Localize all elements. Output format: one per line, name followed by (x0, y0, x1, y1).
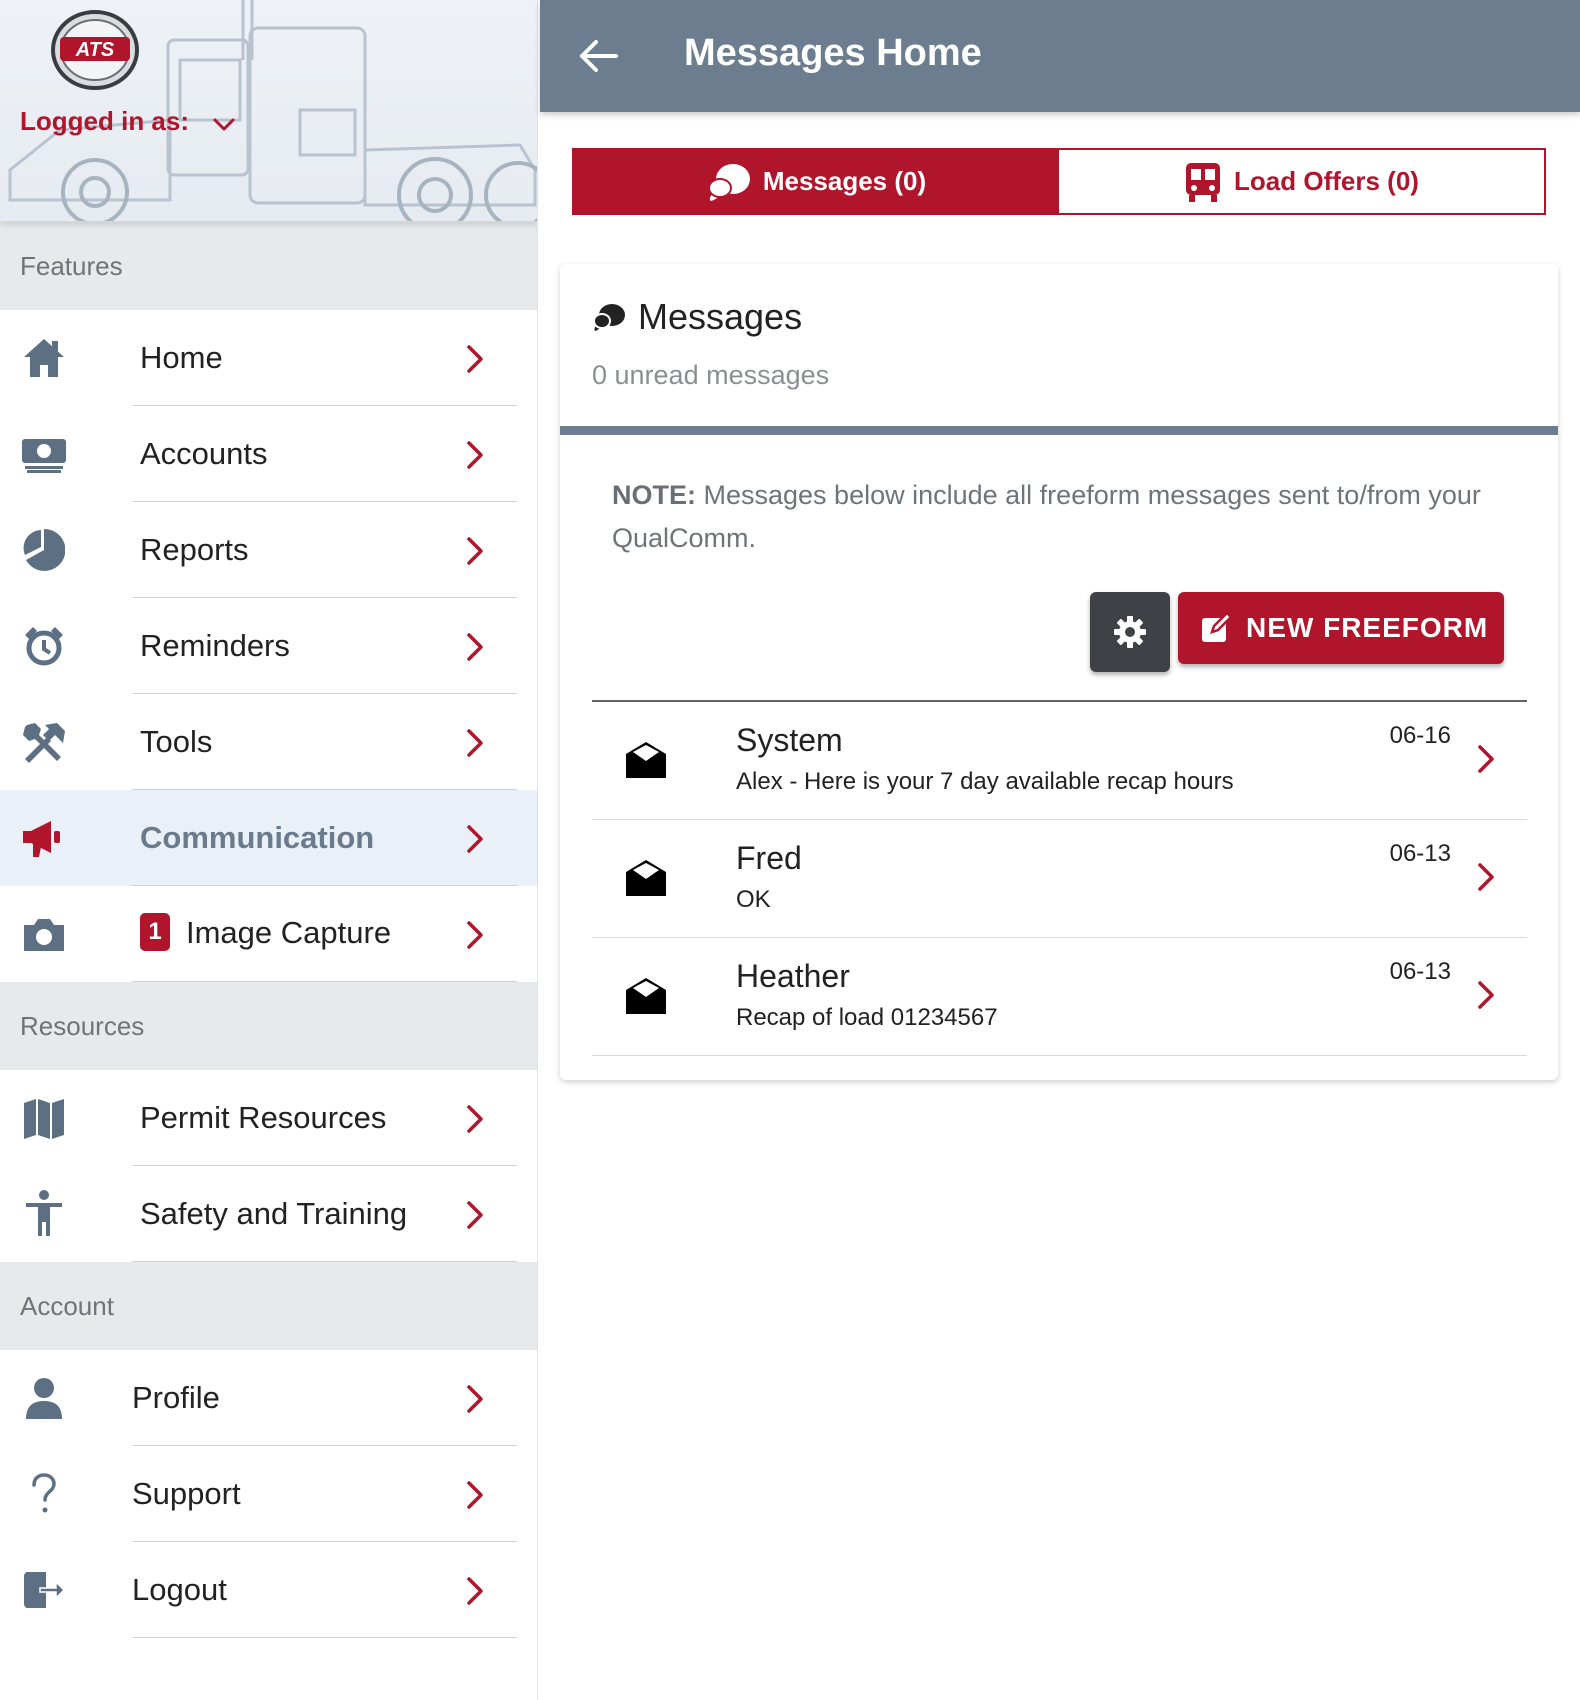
tools-icon (20, 721, 68, 763)
chevron-right-icon (466, 1200, 484, 1230)
sidebar-item-label: Permit Resources (140, 1100, 387, 1135)
chevron-right-icon (1477, 980, 1495, 1010)
envelope-open-icon (624, 858, 668, 898)
chevron-right-icon (466, 920, 484, 950)
question-icon (20, 1473, 68, 1515)
sidebar-item-label: Safety and Training (140, 1196, 408, 1231)
message-date: 06-13 (1389, 958, 1451, 985)
chevron-down-icon (213, 118, 235, 132)
chevron-right-icon (466, 536, 484, 566)
person-icon (20, 1193, 68, 1235)
sidebar-item-label: Support (132, 1476, 241, 1511)
pie-chart-icon (20, 529, 68, 571)
sidebar (0, 0, 538, 1700)
chevron-right-icon (1477, 862, 1495, 892)
sidebar-item-label: Profile (132, 1380, 220, 1415)
sidebar-item-home[interactable] (0, 310, 537, 406)
divider (132, 981, 517, 982)
chat-icon (707, 162, 751, 202)
tab-messages[interactable] (574, 150, 1059, 213)
message-date: 06-13 (1389, 840, 1451, 867)
divider (132, 1637, 517, 1638)
envelope-open-icon (624, 976, 668, 1016)
message-preview: Recap of load 01234567 (736, 1004, 998, 1031)
sidebar-item-profile[interactable] (0, 1350, 537, 1446)
megaphone-icon (20, 817, 68, 859)
sidebar-item-safety-and-training[interactable] (0, 1166, 537, 1262)
svg-text:ATS: ATS (75, 39, 115, 61)
tab-load-offers[interactable] (1059, 150, 1544, 213)
page-title: Messages Home (684, 32, 982, 74)
sidebar-item-permit-resources[interactable] (0, 1070, 537, 1166)
sidebar-item-accounts[interactable] (0, 406, 537, 502)
section-header-features: Features (0, 222, 537, 310)
bus-icon (1184, 161, 1222, 203)
message-sender: System (736, 722, 843, 758)
message-sender: Fred (736, 840, 802, 876)
card-divider (560, 426, 1558, 435)
chevron-right-icon (466, 344, 484, 374)
sidebar-item-image-capture[interactable] (0, 886, 537, 982)
ats-logo (50, 10, 140, 90)
sidebar-item-label: Logout (132, 1572, 227, 1607)
tab-bar (572, 148, 1546, 215)
tab-load-offers-label: Load Offers (0) (1234, 166, 1419, 196)
edit-icon (1200, 612, 1232, 644)
new-freeform-button[interactable] (1178, 592, 1504, 664)
note-body: Messages below include all freeform messages sent to/from your QualComm. (612, 480, 1481, 553)
note-label: NOTE: (612, 480, 696, 510)
messages-card (560, 264, 1558, 1080)
message-row-system[interactable] (592, 702, 1527, 820)
camera-icon (20, 913, 68, 955)
logged-in-menu[interactable] (20, 106, 235, 137)
envelope-open-icon (624, 740, 668, 780)
chevron-right-icon (466, 440, 484, 470)
chevron-right-icon (466, 1104, 484, 1134)
message-sender: Heather (736, 958, 850, 994)
card-title-text: Messages (638, 296, 803, 337)
top-app-bar (540, 0, 1580, 112)
notification-badge: 1 (140, 913, 170, 951)
message-date: 06-16 (1389, 722, 1451, 749)
money-icon (20, 433, 68, 475)
chevron-right-icon (466, 1576, 484, 1606)
sidebar-item-text: Image Capture (186, 914, 392, 950)
sidebar-item-label: Accounts (140, 436, 268, 471)
sidebar-item-label: Reports (140, 532, 249, 567)
chevron-right-icon (466, 632, 484, 662)
chevron-right-icon (466, 728, 484, 758)
chat-icon (592, 302, 626, 332)
message-list (592, 700, 1527, 1056)
settings-button[interactable] (1090, 592, 1170, 672)
sidebar-item-label (140, 915, 391, 954)
card-title (592, 296, 802, 338)
new-freeform-label: NEW FREEFORM (1246, 612, 1489, 643)
chevron-right-icon (466, 1384, 484, 1414)
gear-icon (1112, 614, 1148, 650)
logout-icon (20, 1569, 68, 1611)
chevron-right-icon (466, 1480, 484, 1510)
message-preview: OK (736, 886, 771, 913)
alarm-clock-icon (20, 625, 68, 667)
sidebar-item-label: Home (140, 340, 223, 375)
chevron-right-icon (1477, 744, 1495, 774)
section-header-resources: Resources (0, 982, 537, 1070)
sidebar-item-communication[interactable] (0, 790, 537, 886)
message-row-fred[interactable] (592, 820, 1527, 938)
logged-in-label: Logged in as: (20, 106, 189, 136)
message-preview: Alex - Here is your 7 day available recap hours (736, 768, 1234, 795)
note-text (612, 474, 1492, 560)
sidebar-item-reminders[interactable] (0, 598, 537, 694)
sidebar-item-label: Reminders (140, 628, 290, 663)
map-icon (20, 1097, 68, 1139)
divider (132, 1261, 517, 1262)
sidebar-item-label: Communication (140, 820, 375, 855)
tab-messages-label: Messages (0) (762, 166, 927, 196)
sidebar-item-label: Tools (140, 724, 213, 759)
message-row-heather[interactable] (592, 938, 1527, 1056)
sidebar-item-support[interactable] (0, 1446, 537, 1542)
section-header-account: Account (0, 1262, 537, 1350)
unread-count: 0 unread messages (592, 360, 830, 390)
sidebar-item-logout[interactable] (0, 1542, 537, 1638)
sidebar-item-tools[interactable] (0, 694, 537, 790)
sidebar-item-reports[interactable] (0, 502, 537, 598)
user-icon (20, 1377, 68, 1419)
sidebar-header (0, 0, 538, 222)
back-arrow-icon[interactable] (576, 34, 620, 78)
home-icon (20, 337, 68, 379)
chevron-right-icon (466, 824, 484, 854)
